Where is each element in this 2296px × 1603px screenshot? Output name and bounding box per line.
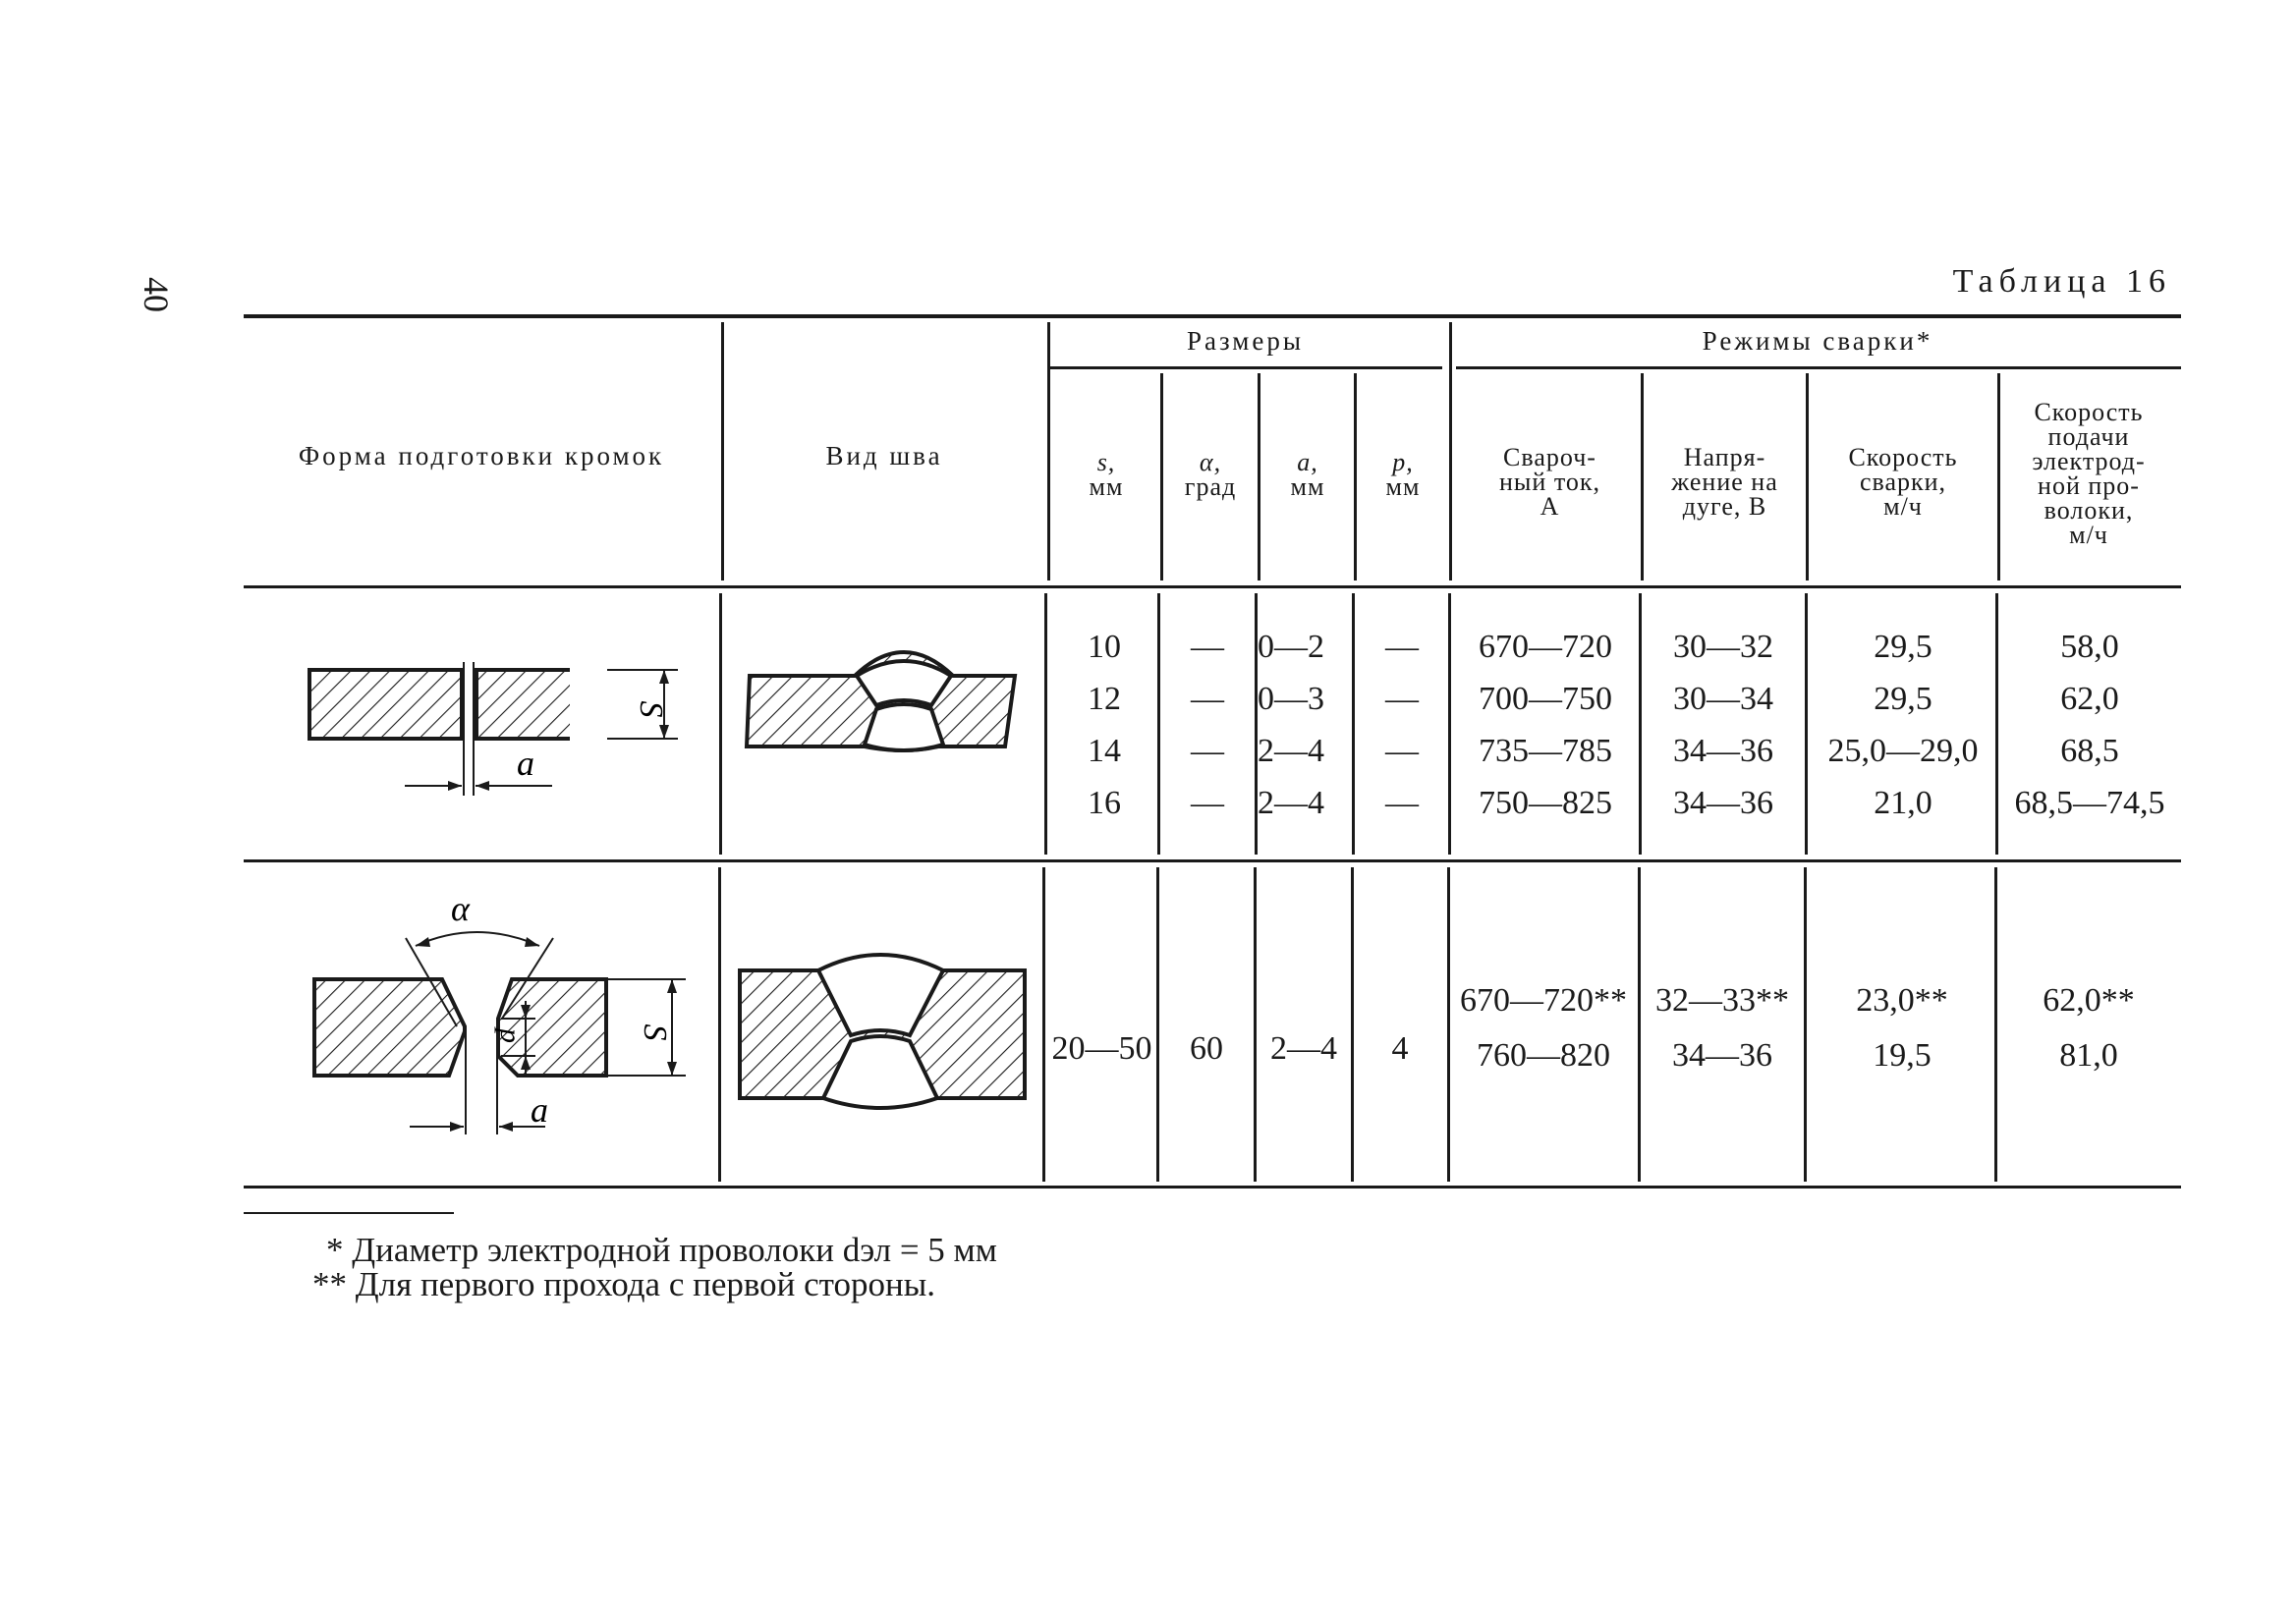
header-current bbox=[1459, 445, 1641, 519]
header-speed-line: м/ч bbox=[1883, 492, 1923, 521]
col-divider bbox=[1352, 593, 1355, 855]
col-divider bbox=[1042, 867, 1045, 1182]
header-bottom-rule bbox=[244, 585, 2181, 588]
row1-alpha-value: — bbox=[1191, 785, 1224, 821]
col-divider bbox=[1047, 322, 1050, 580]
label-a-1 bbox=[513, 742, 552, 785]
row1-feed bbox=[1998, 621, 2181, 829]
footnote-rule bbox=[244, 1212, 454, 1214]
row1-p bbox=[1357, 621, 1447, 829]
col-divider bbox=[1449, 322, 1452, 580]
row1-s-value: 14 bbox=[1088, 733, 1121, 769]
header-weld-view: Вид шва bbox=[825, 441, 943, 470]
row2-a: 2—4 bbox=[1270, 1030, 1337, 1067]
label-a: a bbox=[517, 744, 534, 783]
header-a bbox=[1260, 450, 1355, 499]
page-number: 40 bbox=[137, 277, 176, 312]
row1-feed-value: 62,0 bbox=[2060, 681, 2119, 717]
row1-speed-value: 25,0—29,0 bbox=[1827, 733, 1979, 769]
header-a-unit: мм bbox=[1290, 472, 1325, 501]
col-divider bbox=[1351, 867, 1354, 1182]
row1-a-value: 2—4 bbox=[1258, 733, 1324, 769]
row1-s-value: 10 bbox=[1088, 629, 1121, 665]
label-alpha: α bbox=[451, 889, 470, 928]
col-divider bbox=[718, 867, 721, 1182]
weld-view-drawing-1 bbox=[742, 648, 1022, 761]
label-s: S bbox=[633, 700, 669, 718]
dimension-s-mark-2 bbox=[601, 977, 700, 1085]
row1-a bbox=[1258, 621, 1352, 829]
header-alpha-symbol: α, bbox=[1199, 448, 1222, 476]
row2-voltage-value: 34—36 bbox=[1672, 1037, 1772, 1074]
col-divider bbox=[1157, 593, 1160, 855]
row2-speed bbox=[1807, 973, 1997, 1083]
row1-s-value: 16 bbox=[1088, 785, 1121, 821]
row1-p-value: — bbox=[1385, 681, 1419, 717]
footnote-1: * Диаметр электродной проволоки dэл = 5 мм bbox=[326, 1231, 997, 1269]
row1-current bbox=[1453, 621, 1638, 829]
header-speed-line: Скорость bbox=[1848, 443, 1958, 471]
header-p-unit: мм bbox=[1385, 472, 1421, 501]
col-divider bbox=[1156, 867, 1159, 1182]
table-bottom-rule bbox=[244, 1186, 2181, 1188]
row2-speed-value: 23,0** bbox=[1856, 982, 1948, 1019]
header-p bbox=[1357, 450, 1449, 499]
header-s-symbol: s, bbox=[1096, 448, 1116, 476]
row1-speed-value: 29,5 bbox=[1874, 629, 1932, 665]
header-alpha bbox=[1163, 450, 1258, 499]
row1-a-value: 0—2 bbox=[1258, 629, 1324, 665]
row1-feed-value: 68,5 bbox=[2060, 733, 2119, 769]
row1-current-value: 750—825 bbox=[1479, 785, 1612, 821]
header-s bbox=[1053, 450, 1159, 499]
header-s-unit: мм bbox=[1089, 472, 1124, 501]
row1-alpha bbox=[1162, 621, 1253, 829]
col-divider bbox=[1448, 593, 1451, 855]
table-top-rule bbox=[244, 314, 2181, 318]
header-feed-line: электрод- bbox=[2032, 447, 2146, 475]
row1-a-value: 0—3 bbox=[1258, 681, 1324, 717]
col-divider bbox=[1254, 867, 1257, 1182]
header-current-line: ный ток, bbox=[1499, 468, 1600, 496]
row2-speed-value: 19,5 bbox=[1873, 1037, 1932, 1074]
col-divider bbox=[1806, 373, 1809, 580]
label-a-2 bbox=[527, 1088, 566, 1132]
row1-voltage-value: 34—36 bbox=[1673, 733, 1773, 769]
row2-p: 4 bbox=[1391, 1030, 1409, 1067]
row1-s-value: 12 bbox=[1088, 681, 1121, 717]
row1-alpha-value: — bbox=[1191, 733, 1224, 769]
row1-voltage-value: 30—34 bbox=[1673, 681, 1773, 717]
header-alpha-unit: град bbox=[1184, 472, 1237, 501]
row1-p-value: — bbox=[1385, 733, 1419, 769]
row1-alpha-value: — bbox=[1191, 629, 1224, 665]
row1-feed-value: 58,0 bbox=[2060, 629, 2119, 665]
row2-current-value: 760—820 bbox=[1477, 1037, 1610, 1074]
row1-alpha-value: — bbox=[1191, 681, 1224, 717]
row2-voltage-value: 32—33** bbox=[1655, 982, 1789, 1019]
header-voltage-line: Напря- bbox=[1683, 443, 1766, 471]
header-edge-form: Форма подготовки кромок bbox=[298, 441, 665, 470]
header-speed bbox=[1810, 445, 1996, 519]
label-a: a bbox=[531, 1090, 548, 1130]
header-feed bbox=[2000, 400, 2177, 547]
label-alpha-2 bbox=[447, 887, 486, 930]
header-feed-line: м/ч bbox=[2069, 521, 2108, 549]
row1-feed-value: 68,5—74,5 bbox=[2014, 785, 2165, 821]
header-feed-line: ной про- bbox=[2038, 471, 2140, 500]
weld-view-drawing-2 bbox=[735, 951, 1030, 1147]
header-a-symbol: a, bbox=[1297, 448, 1318, 476]
header-feed-line: подачи bbox=[2047, 422, 2130, 451]
row2-feed bbox=[1997, 973, 2180, 1083]
dimension-s-mark-1 bbox=[599, 668, 688, 746]
row2-feed-value: 62,0** bbox=[2043, 982, 2135, 1019]
row1-current-value: 735—785 bbox=[1479, 733, 1612, 769]
row2-current-value: 670—720** bbox=[1460, 982, 1627, 1019]
col-divider bbox=[1639, 593, 1642, 855]
row2-feed-value: 81,0 bbox=[2059, 1037, 2118, 1074]
dimensions-group-rule bbox=[1049, 366, 1442, 369]
col-divider bbox=[719, 593, 722, 855]
header-dimensions: Размеры bbox=[1187, 326, 1304, 356]
edge-prep-drawing-square bbox=[295, 648, 570, 815]
row1-current-value: 700—750 bbox=[1479, 681, 1612, 717]
row2-s: 20—50 bbox=[1051, 1030, 1152, 1067]
header-p-symbol: p, bbox=[1392, 448, 1414, 476]
row-separator-rule bbox=[244, 859, 2181, 862]
row1-speed bbox=[1808, 621, 1998, 829]
row1-voltage bbox=[1643, 621, 1804, 829]
header-feed-line: Скорость bbox=[2034, 398, 2144, 426]
row2-alpha: 60 bbox=[1190, 1030, 1223, 1067]
header-feed-line: волоки, bbox=[2044, 496, 2134, 525]
row2-voltage bbox=[1641, 973, 1804, 1083]
label-p: p bbox=[494, 1028, 527, 1043]
row1-voltage-value: 34—36 bbox=[1673, 785, 1773, 821]
col-divider bbox=[721, 322, 724, 580]
table-title: Таблица 16 bbox=[1952, 263, 2171, 300]
row1-speed-value: 29,5 bbox=[1874, 681, 1932, 717]
row1-p-value: — bbox=[1385, 785, 1419, 821]
row1-a-value: 2—4 bbox=[1258, 785, 1324, 821]
label-s: S bbox=[637, 1023, 673, 1041]
row1-speed-value: 21,0 bbox=[1874, 785, 1932, 821]
header-current-line: Свароч- bbox=[1503, 443, 1596, 471]
footnote-2: ** Для первого прохода с первой стороны. bbox=[312, 1265, 936, 1303]
modes-group-rule bbox=[1456, 366, 2181, 369]
row1-voltage-value: 30—32 bbox=[1673, 629, 1773, 665]
header-voltage-line: дуге, В bbox=[1682, 492, 1767, 521]
header-modes: Режимы сварки* bbox=[1702, 326, 1933, 356]
header-speed-line: сварки, bbox=[1859, 468, 1947, 496]
row2-current bbox=[1450, 973, 1637, 1083]
row1-p-value: — bbox=[1385, 629, 1419, 665]
header-voltage bbox=[1644, 445, 1806, 519]
row1-current-value: 670—720 bbox=[1479, 629, 1612, 665]
col-divider bbox=[1044, 593, 1047, 855]
header-current-line: А bbox=[1540, 492, 1560, 521]
header-voltage-line: жение на bbox=[1671, 468, 1778, 496]
row1-s bbox=[1053, 621, 1155, 829]
